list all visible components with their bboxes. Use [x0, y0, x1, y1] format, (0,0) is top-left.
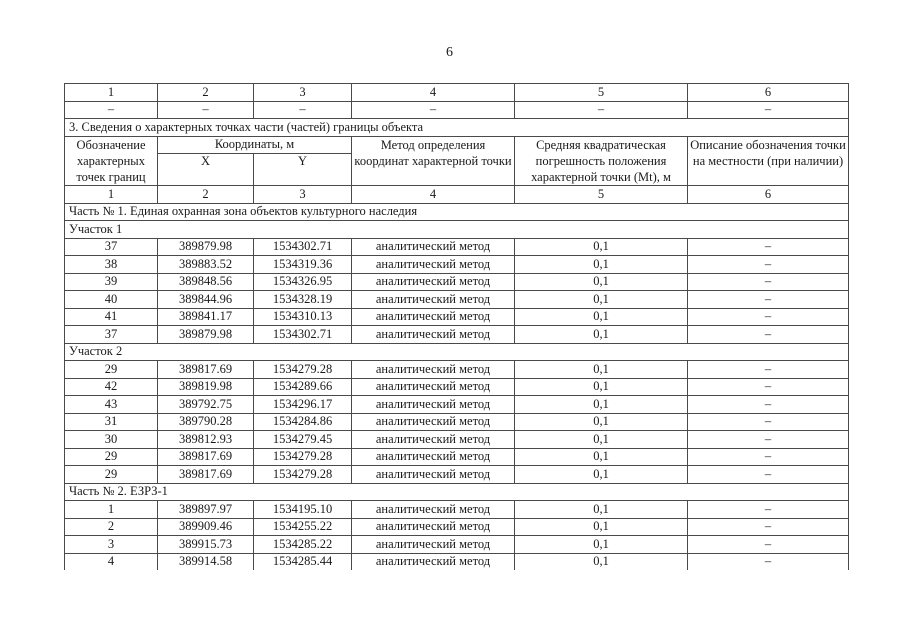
point-id-cell: 41	[65, 308, 158, 326]
method-cell: аналитический метод	[352, 256, 515, 274]
table-row	[65, 536, 849, 554]
description-cell: –	[688, 378, 849, 396]
method-cell: аналитический метод	[352, 273, 515, 291]
coord-y-cell: 1534279.28	[254, 448, 352, 466]
col-number: 3	[254, 84, 352, 102]
coord-y-cell: 1534302.71	[254, 238, 352, 256]
point-id-cell: 37	[65, 238, 158, 256]
coord-x-cell: 389844.96	[158, 291, 254, 309]
error-value-cell: 0,1	[515, 361, 688, 379]
coord-y-cell: 1534285.22	[254, 536, 352, 554]
table-row	[65, 273, 849, 291]
part-title-row	[65, 483, 849, 501]
description-cell: –	[688, 308, 849, 326]
table-row	[65, 413, 849, 431]
method-cell: аналитический метод	[352, 431, 515, 449]
coordinates-table	[64, 83, 849, 570]
header-y: Y	[254, 154, 352, 186]
error-value-cell: 0,1	[515, 536, 688, 554]
coord-x-cell: 389817.69	[158, 448, 254, 466]
col-number: 2	[158, 186, 254, 204]
dash-cell: –	[352, 101, 515, 119]
method-cell: аналитический метод	[352, 501, 515, 519]
description-cell: –	[688, 361, 849, 379]
header-error: Средняя квадратическая погрешность положения характерной точки (Mt), м	[515, 136, 688, 186]
col-number: 6	[688, 186, 849, 204]
method-cell: аналитический метод	[352, 413, 515, 431]
point-id-cell: 43	[65, 396, 158, 414]
table-row	[65, 396, 849, 414]
table-row	[65, 291, 849, 309]
coord-y-cell: 1534279.28	[254, 466, 352, 484]
description-cell: –	[688, 273, 849, 291]
plot1-rows	[65, 238, 849, 343]
method-cell: аналитический метод	[352, 378, 515, 396]
top-dash-row	[65, 101, 849, 119]
description-cell: –	[688, 553, 849, 570]
col-number: 6	[688, 84, 849, 102]
header-coordinates: Координаты, м	[158, 136, 352, 154]
point-id-cell: 1	[65, 501, 158, 519]
table-row	[65, 448, 849, 466]
coord-x-cell: 389848.56	[158, 273, 254, 291]
coord-y-cell: 1534289.66	[254, 378, 352, 396]
table-row	[65, 326, 849, 344]
point-id-cell: 29	[65, 466, 158, 484]
plot-title-row	[65, 343, 849, 361]
section-title: 3. Сведения о характерных точках части (частей) границы объекта	[65, 119, 849, 137]
coord-x-cell: 389819.98	[158, 378, 254, 396]
description-cell: –	[688, 501, 849, 519]
plot-title: Участок 2	[65, 343, 849, 361]
coord-y-cell: 1534255.22	[254, 518, 352, 536]
method-cell: аналитический метод	[352, 536, 515, 554]
part-title: Часть № 2. ЕЗРЗ-1	[65, 483, 849, 501]
plot-title: Участок 1	[65, 221, 849, 239]
description-cell: –	[688, 431, 849, 449]
dash-cell: –	[158, 101, 254, 119]
error-value-cell: 0,1	[515, 256, 688, 274]
column-header-row	[65, 136, 849, 154]
top-header-row	[65, 84, 849, 102]
col-number: 1	[65, 186, 158, 204]
coord-x-cell: 389792.75	[158, 396, 254, 414]
point-id-cell: 3	[65, 536, 158, 554]
coord-x-cell: 389897.97	[158, 501, 254, 519]
point-id-cell: 42	[65, 378, 158, 396]
error-value-cell: 0,1	[515, 378, 688, 396]
coord-x-cell: 389817.69	[158, 361, 254, 379]
description-cell: –	[688, 326, 849, 344]
coord-y-cell: 1534319.36	[254, 256, 352, 274]
error-value-cell: 0,1	[515, 273, 688, 291]
table-row	[65, 518, 849, 536]
coord-y-cell: 1534279.28	[254, 361, 352, 379]
error-value-cell: 0,1	[515, 396, 688, 414]
table-row	[65, 256, 849, 274]
error-value-cell: 0,1	[515, 466, 688, 484]
method-cell: аналитический метод	[352, 553, 515, 570]
coord-y-cell: 1534195.10	[254, 501, 352, 519]
coord-x-cell: 389883.52	[158, 256, 254, 274]
col-number: 5	[515, 186, 688, 204]
dash-cell: –	[515, 101, 688, 119]
table-row	[65, 501, 849, 519]
page-number: 6	[446, 45, 453, 60]
method-cell: аналитический метод	[352, 308, 515, 326]
header-description: Описание обозначения точки на местности (при наличии)	[688, 136, 849, 186]
table-row	[65, 378, 849, 396]
coord-x-cell: 389879.98	[158, 238, 254, 256]
dash-cell: –	[65, 101, 158, 119]
method-cell: аналитический метод	[352, 466, 515, 484]
table-row	[65, 308, 849, 326]
method-cell: аналитический метод	[352, 518, 515, 536]
coord-y-cell: 1534279.45	[254, 431, 352, 449]
table-row	[65, 361, 849, 379]
description-cell: –	[688, 466, 849, 484]
method-cell: аналитический метод	[352, 326, 515, 344]
table-row	[65, 466, 849, 484]
header-x: X	[158, 154, 254, 186]
plot-title-row	[65, 221, 849, 239]
number-row	[65, 186, 849, 204]
coord-x-cell: 389790.28	[158, 413, 254, 431]
col-number: 3	[254, 186, 352, 204]
method-cell: аналитический метод	[352, 238, 515, 256]
point-id-cell: 37	[65, 326, 158, 344]
coord-x-cell: 389812.93	[158, 431, 254, 449]
col-number: 2	[158, 84, 254, 102]
point-id-cell: 29	[65, 361, 158, 379]
coord-y-cell: 1534310.13	[254, 308, 352, 326]
error-value-cell: 0,1	[515, 501, 688, 519]
description-cell: –	[688, 413, 849, 431]
description-cell: –	[688, 518, 849, 536]
point-id-cell: 29	[65, 448, 158, 466]
coord-y-cell: 1534326.95	[254, 273, 352, 291]
coord-x-cell: 389841.17	[158, 308, 254, 326]
col-number: 4	[352, 186, 515, 204]
method-cell: аналитический метод	[352, 291, 515, 309]
dash-cell: –	[688, 101, 849, 119]
coord-x-cell: 389817.69	[158, 466, 254, 484]
table-row	[65, 553, 849, 570]
point-id-cell: 2	[65, 518, 158, 536]
header-method: Метод определения координат характерной точки	[352, 136, 515, 186]
point-id-cell: 39	[65, 273, 158, 291]
error-value-cell: 0,1	[515, 238, 688, 256]
col-number: 4	[352, 84, 515, 102]
part2-rows	[65, 501, 849, 571]
point-id-cell: 40	[65, 291, 158, 309]
coord-y-cell: 1534285.44	[254, 553, 352, 570]
error-value-cell: 0,1	[515, 431, 688, 449]
dash-cell: –	[254, 101, 352, 119]
part-title: Часть № 1. Единая охранная зона объектов культурного наследия	[65, 203, 849, 221]
table-row	[65, 238, 849, 256]
coord-y-cell: 1534302.71	[254, 326, 352, 344]
coord-y-cell: 1534296.17	[254, 396, 352, 414]
coord-x-cell: 389915.73	[158, 536, 254, 554]
error-value-cell: 0,1	[515, 553, 688, 570]
method-cell: аналитический метод	[352, 448, 515, 466]
coord-y-cell: 1534284.86	[254, 413, 352, 431]
method-cell: аналитический метод	[352, 361, 515, 379]
description-cell: –	[688, 238, 849, 256]
section-title-row	[65, 119, 849, 137]
description-cell: –	[688, 291, 849, 309]
error-value-cell: 0,1	[515, 326, 688, 344]
error-value-cell: 0,1	[515, 413, 688, 431]
header-designation: Обозначение характерных точек границ	[65, 136, 158, 186]
error-value-cell: 0,1	[515, 518, 688, 536]
description-cell: –	[688, 256, 849, 274]
error-value-cell: 0,1	[515, 448, 688, 466]
method-cell: аналитический метод	[352, 396, 515, 414]
coord-x-cell: 389879.98	[158, 326, 254, 344]
table-row	[65, 431, 849, 449]
point-id-cell: 4	[65, 553, 158, 570]
point-id-cell: 31	[65, 413, 158, 431]
plot2-rows	[65, 361, 849, 484]
col-number: 1	[65, 84, 158, 102]
description-cell: –	[688, 448, 849, 466]
coord-y-cell: 1534328.19	[254, 291, 352, 309]
point-id-cell: 38	[65, 256, 158, 274]
col-number: 5	[515, 84, 688, 102]
point-id-cell: 30	[65, 431, 158, 449]
coord-x-cell: 389914.58	[158, 553, 254, 570]
error-value-cell: 0,1	[515, 291, 688, 309]
description-cell: –	[688, 536, 849, 554]
coord-x-cell: 389909.46	[158, 518, 254, 536]
part-title-row	[65, 203, 849, 221]
error-value-cell: 0,1	[515, 308, 688, 326]
description-cell: –	[688, 396, 849, 414]
